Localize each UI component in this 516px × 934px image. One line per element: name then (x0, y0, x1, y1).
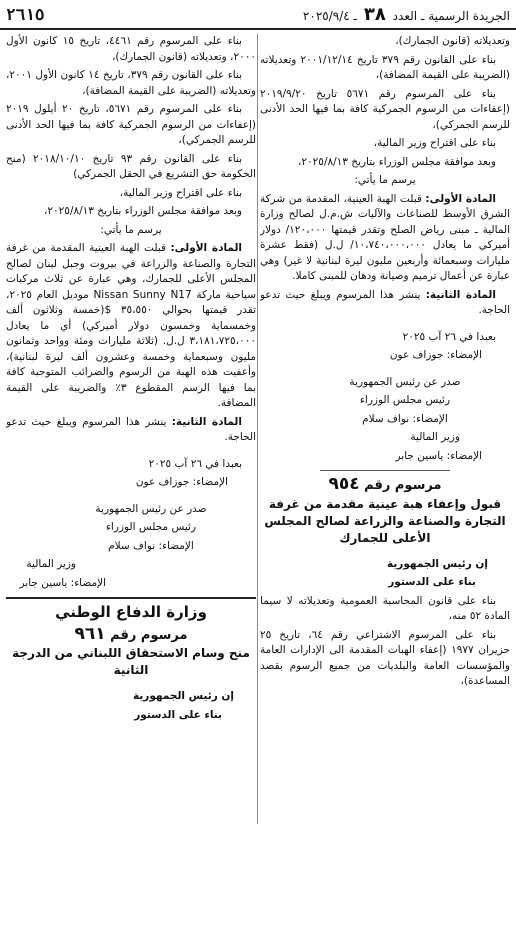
decree-number: ٩٦١ (74, 623, 106, 644)
constitution-line: بناء على الدستور (134, 708, 222, 721)
column-divider (257, 34, 258, 824)
signature-date: بعبدا في ٢٦ آب ٢٠٢٥ (402, 330, 496, 343)
minister-title: وزير المالية (26, 558, 76, 570)
journal-name: الجريدة الرسمية ـ العدد (392, 8, 510, 23)
paragraph: يرسم ما يأتي: (100, 223, 162, 236)
decree-number-heading (6, 623, 256, 644)
president-heading: إن رئيس الجمهورية (132, 690, 234, 702)
article-text: قبلت الهبة العينية المقدمة من غرفة التجارة والصناعة والزراعة في بيروت وجبل لبنان لصالح المجلس الأعلى للجمارك، وهي عبارة عن ثلاث مركبات سياحية ماركة Nissan Sunny N17 موديل العام ٢٠٢٥، تقدر قيمتها بحوالي ٣٥،٥٥٠ $(خمسة وثلاثون ألف وخمسماية وخمسون دولار أميركي) أي ما يعادل ٣،١٨١،٧٢٥،٠٠٠ ل.ل. (ثلاثة مليارات ومئة وواحد وثمانون مليون وسبعماية وخمسة وعشرون ألف ليرة لبنانية)، وأعفيت هذه الهبة من الرسوم والضرائب المتوجبة كافة بما فيها الرسم المقطوع ٣٪ والضريبة على القيمة المضافة. (6, 242, 256, 409)
paragraph: بناء على اقتراح وزير المالية، (373, 137, 496, 149)
ministry-heading: وزارة الدفاع الوطني (6, 597, 256, 621)
minister-title: وزير المالية (410, 431, 460, 443)
decree-title: منح وسام الاستحقاق اللبناني من الدرجة الثانية (12, 646, 250, 677)
article-label: المادة الأولى: (170, 242, 243, 254)
article-label: المادة الثانية: (425, 288, 496, 301)
page-number: ٢٦١٥ (6, 4, 45, 24)
article-2 (260, 288, 510, 319)
issued-by: صدر عن رئيس الجمهورية (95, 502, 207, 515)
article-text: ينشر هذا المرسوم ويبلغ حيث تدعو الحاجة. (260, 288, 510, 316)
paragraph: بناء على اقتراح وزير المالية، (119, 186, 242, 199)
minister-signature: الإمضاء: ياسين جابر (19, 576, 106, 589)
article-2 (6, 415, 256, 446)
paragraph: وبعد موافقة مجلس الوزراء بتاريخ ٢٠٢٥/٨/١٣، (44, 205, 242, 217)
paragraph: وتعديلاته (قانون الجمارك)، (395, 35, 510, 47)
pm-signature: الإمضاء: نواف سلام (108, 539, 194, 552)
decree-label: مرسوم رقم (110, 627, 188, 643)
paragraph: بناء على المرسوم رقم ٥٦٧١ تاريخ ٢٠١٩/٩/٢٠ (إعفاءات من الرسوم الجمركية كافة بما فيها الحد الأدنى للرسم الجمركي)، (260, 87, 510, 131)
issued-by: صدر عن رئيس الجمهورية (349, 375, 461, 388)
article-1 (260, 192, 510, 285)
paragraph: بناء على المرسوم رقم ٤٤٦١، تاريخ ١٥ كانون الأول ٢٠٠٠، وتعديلاته (قانون الجمارك)، (6, 35, 256, 63)
decree-title: قبول وإعفاء هبة عينية مقدمة من غرفة التجارة والصناعة والزراعة لصالح المجلس الأعلى للجمارك (264, 496, 506, 545)
pm-signature: الإمضاء: نواف سلام (362, 412, 448, 425)
decree-number-heading (260, 474, 510, 494)
article-text: قبلت الهبة العينية، المقدمة من شركة الشرق الأوسط للصناعات والآليات ش.م.ل لصالح وزارة المالية ـ مبنى رياض الصلح وتقدر قيمتها ١٢٠،٠٠٠/ دولار أميركي ما يعادل ١٠،٧٤٠،٠٠٠،٠٠٠/ ل.ل (فقط عشرة مليارات وسبعمائة وأربعين مليون ليرة لبنانية لا غير) وهي عبارة عن أعمال ترميم وصيانة ودهان للمبنى كاملا. (260, 192, 510, 282)
paragraph: بناء على المرسوم الاشتراعي رقم ٦٤، تاريخ ٢٥ حزيران ١٩٧٧ (إعفاء الهبات المقدمة الى الإدارات العامة والمؤسسات العامة والبلديات من جميع الرسوم بقصد المساعدة)، (260, 628, 510, 687)
separator-rule (320, 470, 450, 471)
constitution-line: بناء على الدستور (388, 576, 476, 588)
article-1 (6, 241, 256, 412)
page-header (0, 0, 516, 30)
paragraph: وبعد موافقة مجلس الوزراء بتاريخ ٢٠٢٥/٨/١٣، (298, 155, 496, 168)
pm-title: رئيس مجلس الوزراء (105, 521, 197, 533)
signature-president: الإمضاء: جوزاف عون (135, 476, 228, 488)
article-label: المادة الأولى: (425, 192, 496, 205)
running-title (303, 4, 510, 25)
minister-signature: الإمضاء: ياسين جابر (395, 449, 482, 462)
paragraph: بناء على القانون رقم ٩٣ تاريخ ٢٠١٨/١٠/١٠ (منح الحكومة حق التشريع في الحقل الجمركي) (6, 152, 256, 180)
signature-president: الإمضاء: جوزاف عون (389, 349, 482, 361)
pm-title: رئيس مجلس الوزراء (359, 394, 451, 406)
paragraph: بناء على القانون رقم ٣٧٩ تاريخ ٢٠٠١/١٢/١٤ وتعديلاته (الضريبة على القيمة المضافة)، (260, 53, 510, 81)
paragraph: بناء على القانون رقم ٣٧٩، تاريخ ١٤ كانون الأول ٢٠٠١، وتعديلاته (الضريبة على القيمة المضافة)، (6, 69, 256, 97)
issue-date: ـ ٢٠٢٥/٩/٤ (302, 8, 358, 23)
decree-number: ٩٥٤ (328, 474, 360, 494)
article-text: ينشر هذا المرسوم ويبلغ حيث تدعو الحاجة. (6, 415, 256, 443)
paragraph: بناء على المرسوم رقم ٥٦٧١، تاريخ ٢٠ أيلول ٢٠١٩ (إعفاءات من الرسوم الجمركية كافة بما فيها الحد الأدنى للرسم الجمركي)، (6, 103, 256, 146)
article-label: المادة الثانية: (171, 415, 242, 428)
right-column (260, 34, 510, 934)
paragraph: بناء على قانون المحاسبة العمومية وتعديلاته لا سيما المادة ٥٢ منه، (260, 594, 510, 622)
paragraph: يرسم ما يأتي: (354, 174, 416, 186)
decree-label: مرسوم رقم (364, 478, 442, 493)
left-column (6, 34, 256, 934)
issue-number: ٣٨ (363, 3, 386, 25)
president-heading: إن رئيس الجمهورية (386, 557, 488, 570)
signature-date: بعبدا في ٢٦ آب ٢٠٢٥ (148, 457, 242, 470)
